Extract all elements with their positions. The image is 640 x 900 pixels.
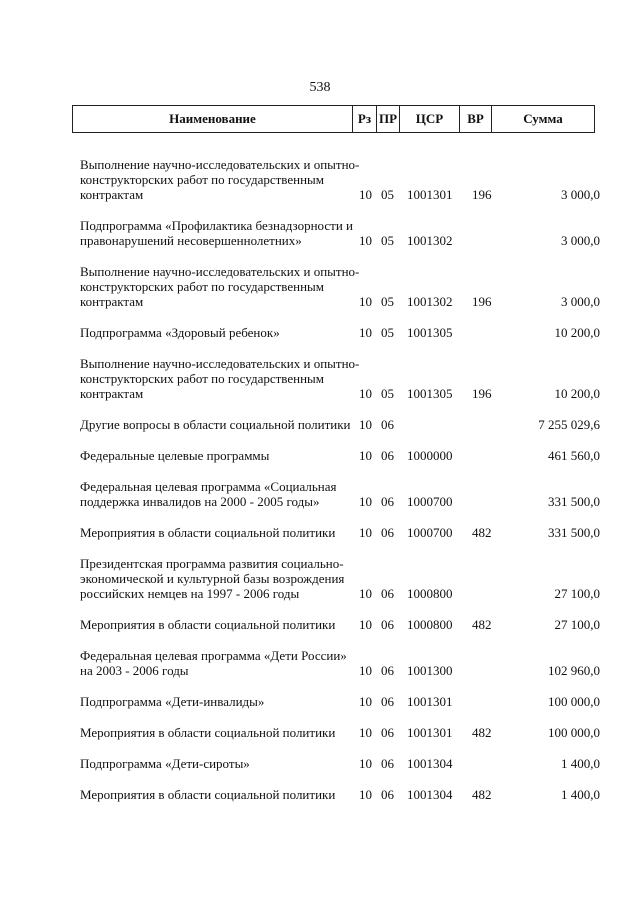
table-row [80, 479, 600, 509]
row-codes [352, 617, 600, 632]
table-row [80, 157, 600, 202]
row-rz: 10 [359, 586, 372, 601]
row-codes [352, 448, 600, 463]
row-codes [352, 417, 600, 432]
row-rz: 10 [359, 325, 372, 340]
row-rz: 10 [359, 663, 372, 678]
row-pr: 06 [381, 725, 394, 740]
row-codes [352, 294, 600, 309]
row-pr: 06 [381, 586, 394, 601]
row-pr: 06 [381, 525, 394, 540]
row-name: Федеральная целевая программа «Дети России» на 2003 - 2006 годы [80, 648, 347, 678]
row-codes [352, 694, 600, 709]
row-name: Мероприятия в области социальной политики [80, 725, 336, 740]
row-csr: 1001301 [407, 725, 453, 740]
row-sum: 27 100,0 [554, 617, 600, 632]
row-name: Выполнение научно-исследовательских и опытно-конструкторских работ по государственным контрактам [80, 157, 360, 202]
row-name: Мероприятия в области социальной политики [80, 617, 336, 632]
row-sum: 1 400,0 [561, 787, 600, 802]
row-vr: 482 [472, 617, 492, 632]
header-sum: Сумма [523, 111, 563, 126]
table-row [80, 218, 600, 248]
table-row [80, 787, 600, 802]
row-codes [352, 325, 600, 340]
header-vr: ВР [460, 106, 492, 132]
row-rz: 10 [359, 233, 372, 248]
row-rz: 10 [359, 386, 372, 401]
row-pr: 06 [381, 787, 394, 802]
row-csr: 1001300 [407, 663, 453, 678]
row-rz: 10 [359, 756, 372, 771]
row-vr: 196 [472, 187, 492, 202]
row-name: Подпрограмма «Дети-сироты» [80, 756, 250, 771]
row-sum: 3 000,0 [561, 233, 600, 248]
row-name: Подпрограмма «Профилактика безнадзорности и правонарушений несовершеннолетних» [80, 218, 353, 248]
row-sum: 10 200,0 [554, 325, 600, 340]
table-row [80, 694, 600, 709]
row-pr: 05 [381, 233, 394, 248]
table-row [80, 756, 600, 771]
row-sum: 3 000,0 [561, 187, 600, 202]
table-row [80, 617, 600, 632]
row-sum: 100 000,0 [548, 694, 600, 709]
row-codes [352, 756, 600, 771]
row-rz: 10 [359, 787, 372, 802]
row-csr: 1000000 [407, 448, 453, 463]
row-vr: 482 [472, 787, 492, 802]
row-name: Выполнение научно-исследовательских и опытно-конструкторских работ по государственным контрактам [80, 264, 360, 309]
table-row [80, 448, 600, 463]
row-pr: 05 [381, 386, 394, 401]
row-name: Другие вопросы в области социальной политики [80, 417, 351, 432]
row-codes [352, 233, 600, 248]
row-pr: 06 [381, 417, 394, 432]
row-csr: 1001301 [407, 694, 453, 709]
table-row [80, 648, 600, 678]
row-sum: 102 960,0 [548, 663, 600, 678]
row-sum: 331 500,0 [548, 525, 600, 540]
row-sum: 10 200,0 [554, 386, 600, 401]
row-csr: 1001302 [407, 233, 453, 248]
row-name: Мероприятия в области социальной политики [80, 525, 336, 540]
table-row [80, 417, 600, 432]
row-name: Выполнение научно-исследовательских и опытно-конструкторских работ по государственным контрактам [80, 356, 360, 401]
row-csr: 1001304 [407, 787, 453, 802]
page-number: 538 [309, 80, 331, 95]
row-rz: 10 [359, 294, 372, 309]
row-vr: 482 [472, 725, 492, 740]
table-body [80, 157, 600, 818]
row-name: Подпрограмма «Здоровый ребенок» [80, 325, 280, 340]
row-csr: 1001304 [407, 756, 453, 771]
table-row [80, 264, 600, 309]
header-csr: ЦСР [400, 106, 460, 132]
header-rz: Рз [353, 106, 377, 132]
row-sum: 461 560,0 [548, 448, 600, 463]
row-csr: 1001305 [407, 386, 453, 401]
row-vr: 196 [472, 294, 492, 309]
row-csr: 1001305 [407, 325, 453, 340]
row-codes [352, 725, 600, 740]
header-name: Наименование [73, 106, 353, 132]
row-rz: 10 [359, 417, 372, 432]
row-pr: 06 [381, 494, 394, 509]
row-pr: 06 [381, 617, 394, 632]
row-csr: 1000800 [407, 617, 453, 632]
row-sum: 331 500,0 [548, 494, 600, 509]
table-row [80, 725, 600, 740]
row-codes [352, 586, 600, 601]
row-vr: 196 [472, 386, 492, 401]
row-rz: 10 [359, 525, 372, 540]
row-sum: 3 000,0 [561, 294, 600, 309]
table-header [72, 105, 595, 133]
row-vr: 482 [472, 525, 492, 540]
row-name: Подпрограмма «Дети-инвалиды» [80, 694, 265, 709]
row-pr: 06 [381, 756, 394, 771]
row-pr: 06 [381, 663, 394, 678]
row-sum: 100 000,0 [548, 725, 600, 740]
row-rz: 10 [359, 694, 372, 709]
row-codes [352, 187, 600, 202]
row-codes [352, 494, 600, 509]
row-pr: 06 [381, 694, 394, 709]
row-rz: 10 [359, 494, 372, 509]
row-csr: 1001302 [407, 294, 453, 309]
row-rz: 10 [359, 448, 372, 463]
row-name: Федеральная целевая программа «Социальная поддержка инвалидов на 2000 - 2005 годы» [80, 479, 337, 509]
row-rz: 10 [359, 617, 372, 632]
row-pr: 05 [381, 294, 394, 309]
row-name: Федеральные целевые программы [80, 448, 270, 463]
row-codes [352, 386, 600, 401]
row-csr: 1000800 [407, 586, 453, 601]
table-row [80, 325, 600, 340]
table-row [80, 525, 600, 540]
row-csr: 1000700 [407, 494, 453, 509]
row-pr: 06 [381, 448, 394, 463]
row-pr: 05 [381, 187, 394, 202]
row-codes [352, 525, 600, 540]
table-row [80, 556, 600, 601]
row-rz: 10 [359, 187, 372, 202]
row-csr: 1000700 [407, 525, 453, 540]
row-codes [352, 787, 600, 802]
row-name: Мероприятия в области социальной политики [80, 787, 336, 802]
table-row [80, 356, 600, 401]
row-csr: 1001301 [407, 187, 453, 202]
row-sum: 7 255 029,6 [538, 417, 600, 432]
row-codes [352, 663, 600, 678]
row-pr: 05 [381, 325, 394, 340]
row-name: Президентская программа развития социально-экономической и культурной базы возрождения российских немцев на 1997 - 2006 годы [80, 556, 345, 601]
header-pr: ПР [377, 106, 400, 132]
row-sum: 27 100,0 [554, 586, 600, 601]
row-sum: 1 400,0 [561, 756, 600, 771]
row-rz: 10 [359, 725, 372, 740]
